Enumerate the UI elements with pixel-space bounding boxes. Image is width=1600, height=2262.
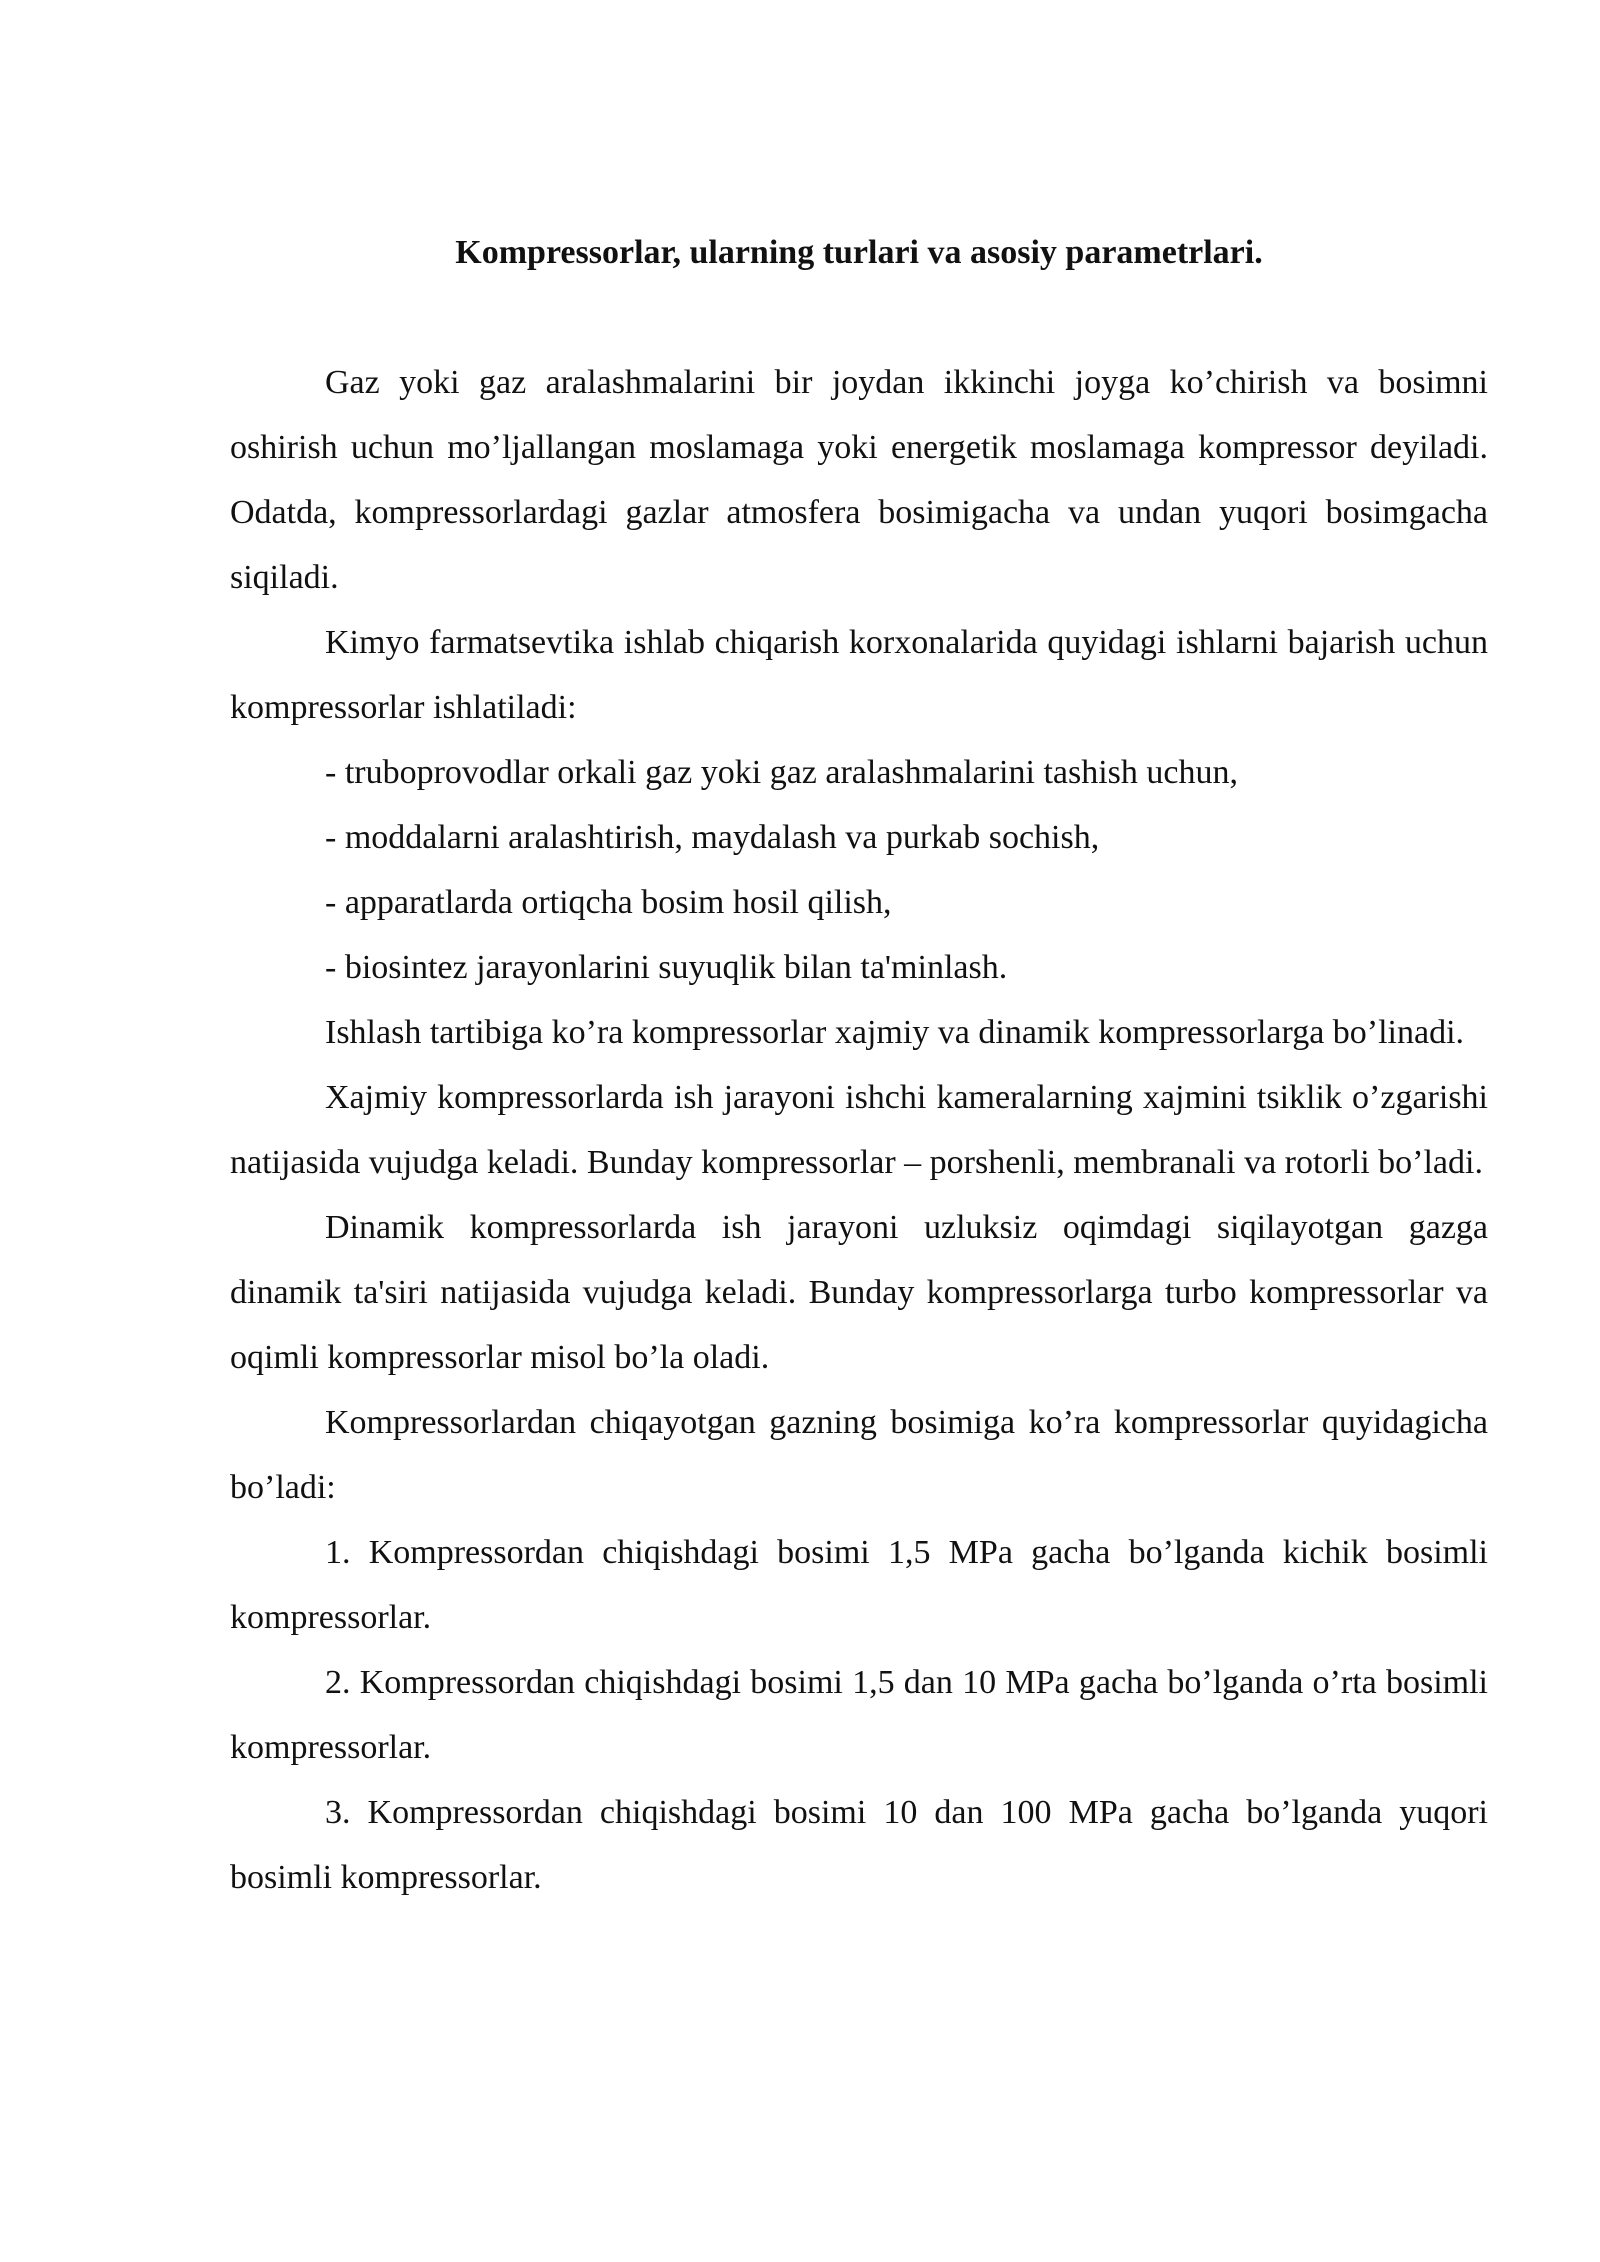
intro-paragraph: Gaz yoki gaz aralashmalarini bir joydan ikkinchi joyga ko’chirish va bosimni oshirish uchun mo’ljallangan moslamaga yoki energetik moslamaga kompressor deyiladi. Odatda, kompressorlardagi gazlar atmosfera bosimigacha va undan yuqori bosimgacha siqiladi. bbox=[230, 364, 1488, 596]
pressure-item: 1. Kompressordan chiqishdagi bosimi 1,5 MPa gacha bo’lganda kichik bosimli kompressorlar. bbox=[230, 1534, 1488, 1636]
usage-item: - truboprovodlar orkali gaz yoki gaz aralashmalarini tashish uchun, bbox=[325, 754, 1238, 791]
pressure-intro-paragraph: Kompressorlardan chiqayotgan gazning bosimiga ko’ra kompressorlar quyidagicha bo’ladi: bbox=[230, 1404, 1488, 1506]
dynamic-paragraph: Dinamik kompressorlarda ish jarayoni uzluksiz oqimdagi siqilayotgan gazga dinamik ta'siri natijasida vujudga keladi. Bunday kompressorlarga turbo kompressorlar va oqimli kompressorlar misol bo’la oladi. bbox=[230, 1209, 1488, 1376]
usage-item: - biosintez jarayonlarini suyuqlik bilan ta'minlash. bbox=[325, 949, 1008, 986]
pressure-item: 2. Kompressordan chiqishdagi bosimi 1,5 dan 10 MPa gacha bo’lganda o’rta bosimli kompressorlar. bbox=[230, 1664, 1488, 1766]
pressure-item: 3. Kompressordan chiqishdagi bosimi 10 dan 100 MPa gacha bo’lganda yuqori bosimli kompressorlar. bbox=[230, 1794, 1488, 1896]
document-title: Kompressorlar, ularning turlari va asosiy parametrlari. bbox=[455, 234, 1263, 271]
usage-item: - moddalarni aralashtirish, maydalash va purkab sochish, bbox=[325, 819, 1100, 856]
document-page bbox=[230, 218, 1488, 1910]
usage-intro-paragraph: Kimyo farmatsevtika ishlab chiqarish korxonalarida quyidagi ishlarni bajarish uchun kompressorlar ishlatiladi: bbox=[230, 624, 1488, 726]
usage-item: - apparatlarda ortiqcha bosim hosil qilish, bbox=[325, 884, 892, 921]
volumetric-paragraph: Xajmiy kompressorlarda ish jarayoni ishchi kameralarning xajmini tsiklik o’zgarishi natijasida vujudga keladi. Bunday kompressorlar – porshenli, membranali va rotorli bo’ladi. bbox=[230, 1079, 1488, 1181]
classification-paragraph: Ishlash tartibiga ko’ra kompressorlar xajmiy va dinamik kompressorlarga bo’linadi. bbox=[325, 1014, 1465, 1051]
